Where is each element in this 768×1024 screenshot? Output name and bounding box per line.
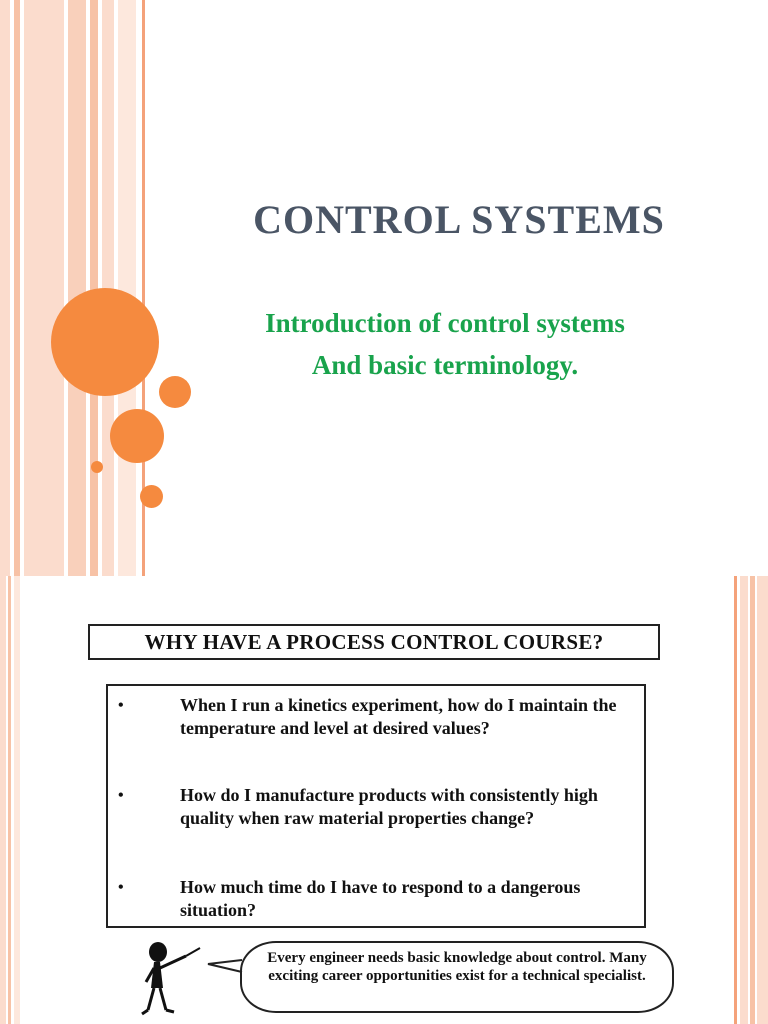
decor-stripe bbox=[734, 576, 737, 1024]
content-slide bbox=[0, 576, 768, 1024]
stick-figure-pointing-icon bbox=[140, 938, 210, 1024]
decor-circle-small bbox=[140, 485, 163, 508]
decor-stripe bbox=[0, 0, 10, 576]
slide-subtitle-line2: And basic terminology. bbox=[311, 350, 579, 380]
question-text: How do I manufacture products with consistently high quality when raw material properties change? bbox=[180, 785, 598, 828]
question-text: How much time do I have to respond to a dangerous situation? bbox=[180, 877, 581, 920]
decor-circle-tiny bbox=[91, 461, 103, 473]
slide-title: CONTROL SYSTEMS bbox=[253, 197, 665, 242]
decor-stripe bbox=[24, 0, 64, 576]
bullet: • bbox=[118, 787, 124, 804]
decor-stripe bbox=[757, 576, 768, 1024]
decor-stripe bbox=[740, 576, 748, 1024]
speech-bubble: Every engineer needs basic knowledge about control. Many exciting career opportunities exist for a technical specialist. bbox=[240, 941, 674, 1013]
question-text: When I run a kinetics experiment, how do I maintain the temperature and level at desired values? bbox=[180, 695, 617, 738]
decor-stripe bbox=[8, 576, 11, 1024]
decor-stripe bbox=[14, 576, 20, 1024]
slide-heading: WHY HAVE A PROCESS CONTROL COURSE? bbox=[88, 624, 660, 660]
decor-stripe bbox=[118, 0, 136, 576]
slide-subtitle-line1: Introduction of control systems bbox=[265, 308, 625, 338]
decor-stripe bbox=[0, 576, 6, 1024]
decor-stripe bbox=[750, 576, 755, 1024]
bullet: • bbox=[118, 879, 124, 896]
decor-stripe bbox=[14, 0, 20, 576]
decor-circle-large bbox=[51, 288, 159, 396]
decor-stripe bbox=[68, 0, 86, 576]
questions-box bbox=[106, 684, 646, 928]
bullet: • bbox=[118, 697, 124, 714]
decor-circle-medium bbox=[110, 409, 164, 463]
